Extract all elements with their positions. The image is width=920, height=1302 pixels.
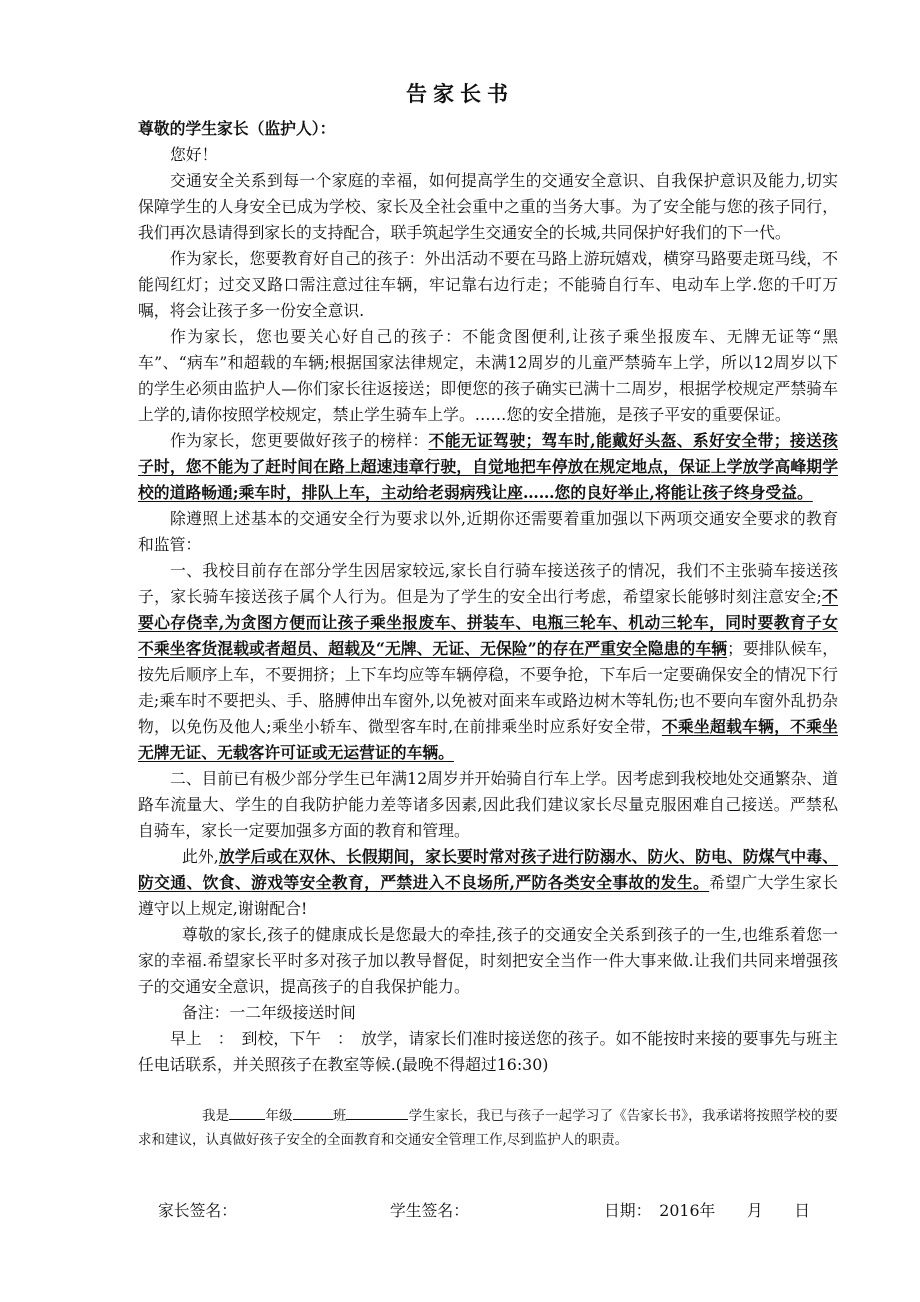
- note-label: 备注：: [182, 1003, 230, 1022]
- class-blank[interactable]: [293, 1105, 333, 1120]
- parent-signature-label: 家长签名：: [158, 1201, 237, 1220]
- salutation: 尊敬的学生家长（监护人）：: [138, 119, 336, 138]
- paragraph-8-emphasis: 放学后或在双休、长假期间，家长要时常对孩子进行防溺水、防火、防电、防煤气中毒、防交通、饮食、游戏等安全教育，严禁进入不良场所,严防各类安全事故的发生。: [138, 847, 838, 892]
- date-label: 日期： 2016年 月 日: [604, 1201, 811, 1220]
- paragraph-1: 交通安全关系到每一个家庭的幸福，如何提高学生的交通安全意识、自我保护意识及能力,切实保障学生的人身安全已成为学校、家长及全社会重中之重的当务大事。为了安全能与您的孩子同行，我们再次恳请得到家长的支持配合，联手筑起学生交通安全的长城,共同保护好我们的下一代。: [138, 171, 838, 242]
- pledge-grade: 年级: [265, 1108, 293, 1124]
- document-title: 告家长书: [406, 81, 514, 106]
- paragraph-4: [138, 428, 838, 506]
- grade-blank[interactable]: [229, 1105, 265, 1120]
- pledge-text: [138, 1104, 838, 1152]
- paragraph-7: 二、目前已有极少部分学生已年满12周岁并开始骑自行车上学。因考虑到我校地处交通繁杂、道路车流量大、学生的自我防护能力差等诸多因素,因此我们建议家长尽量克服困难自己接送。严禁私自骑车，家长一定要加强多方面的教育和管理。: [138, 769, 838, 840]
- paragraph-6: [138, 558, 838, 766]
- paragraph-9: 尊敬的家长,孩子的健康成长是您最大的牵挂,孩子的交通安全关系到孩子的一生,也维系着您一家的幸福.希望家长平时多对孩子加以教导督促，时刻把安全当作一件大事来做.让我们共同来增强孩子的交通安全意识，提高孩子的自我保护能力。: [138, 925, 838, 996]
- paragraph-8-closing: 希望广大学生家长遵守以上规定,谢谢配合!: [138, 873, 838, 918]
- pledge-section: [138, 1104, 838, 1152]
- paragraph-8-intro: 此外,: [182, 847, 219, 866]
- paragraph-8: [138, 844, 838, 922]
- greeting: 您好！: [170, 145, 218, 164]
- paragraph-6-emphasis-1: 不要心存侥幸,为贪图方便而让孩子乘坐报废车、拼装车、电瓶三轮车、机动三轮车，同时要教育子女不乘坐客货混载或者超员、超载及“无牌、无证、无保险”的存在严重安全隐患的车辆: [138, 587, 838, 658]
- note-line: [138, 1000, 838, 1026]
- paragraph-6-part-c: ；要排队候车，按先后顺序上车，不要拥挤；上下车均应等车辆停稳，不要争抢，下车后一定要确保安全的情况下行走;乘车时不要把头、手、胳膊伸出车窗外,以免被对面来车或路边树木等轧伤;也不要向车窗外乱扔杂物，以免伤及他人;乘坐小轿车、微型客车时,在前排乘坐时应系好安全带，: [138, 639, 838, 736]
- pledge-prefix: 我是: [202, 1108, 230, 1124]
- paragraph-6-emphasis-2: 不乘坐超载车辆，不乘坐无牌无证、无载客许可证或无运营证的车辆。: [138, 717, 838, 762]
- student-name-blank[interactable]: [346, 1105, 408, 1120]
- paragraph-5: 除遵照上述基本的交通安全行为要求以外,近期你还需要着重加强以下两项交通安全要求的教育和监管：: [138, 509, 838, 554]
- pledge-body: 学生家长，我已与孩子一起学习了《告家长书》，我承诺将按照学校的要求和建议，认真做好孩子安全的全面教育和交通安全管理工作,尽到监护人的职责。: [138, 1108, 839, 1148]
- pledge-class: 班: [332, 1108, 347, 1124]
- letter-body: [138, 116, 838, 1078]
- paragraph-4-intro: 作为家长，您更要做好孩子的榜样：: [170, 431, 429, 450]
- paragraph-3: 作为家长，您也要关心好自己的孩子：不能贪图便利,让孩子乘坐报废车、无牌无证等“黑车”、“病车”和超载的车辆;根据国家法律规定，未满12周岁的儿童严禁骑车上学，所以12周岁以下的学生必须由监护人—你们家长往返接送；即便您的孩子确实已满十二周岁，根据学校规定严禁骑车上学的,请你按照学校规定，禁止学生骑车上学。……您的安全措施，是孩子平安的重要保证。: [138, 327, 838, 424]
- schedule-line: 早上 ： 到校，下午 ： 放学，请家长们准时接送您的孩子。如不能按时来接的要事先与班主任电话联系，并关照孩子在教室等候.(最晚不得超过16:30): [138, 1029, 838, 1074]
- paragraph-2: 作为家长，您要教育好自己的孩子：外出活动不要在马路上游玩嬉戏，横穿马路要走斑马线，不能闯红灯；过交叉路口需注意过往车辆，牢记靠右边行走；不能骑自行车、电动车上学.您的千叮万嘱，将会让孩子多一份安全意识.: [138, 249, 838, 320]
- paragraph-4-emphasis: 不能无证驾驶；驾车时,能戴好头盔、系好安全带；接送孩子时，您不能为了赶时间在路上超速违章行驶，自觉地把车停放在规定地点，保证上学放学高峰期学校的道路畅通;乘车时，排队上车，主动给老弱病残让座……您的良好举止,将能让孩子终身受益。: [138, 431, 838, 502]
- paragraph-6-part-a: 一、我校目前存在部分学生因居家较远,家长自行骑车接送孩子的情况，我们不主张骑车接送孩子，家长骑车接送孩子属个人行为。但是为了学生的安全出行考虑，希望家长能够时刻注意安全;: [138, 561, 838, 606]
- note-text: 一二年级接送时间: [229, 1003, 356, 1022]
- student-signature-label: 学生签名：: [390, 1201, 469, 1220]
